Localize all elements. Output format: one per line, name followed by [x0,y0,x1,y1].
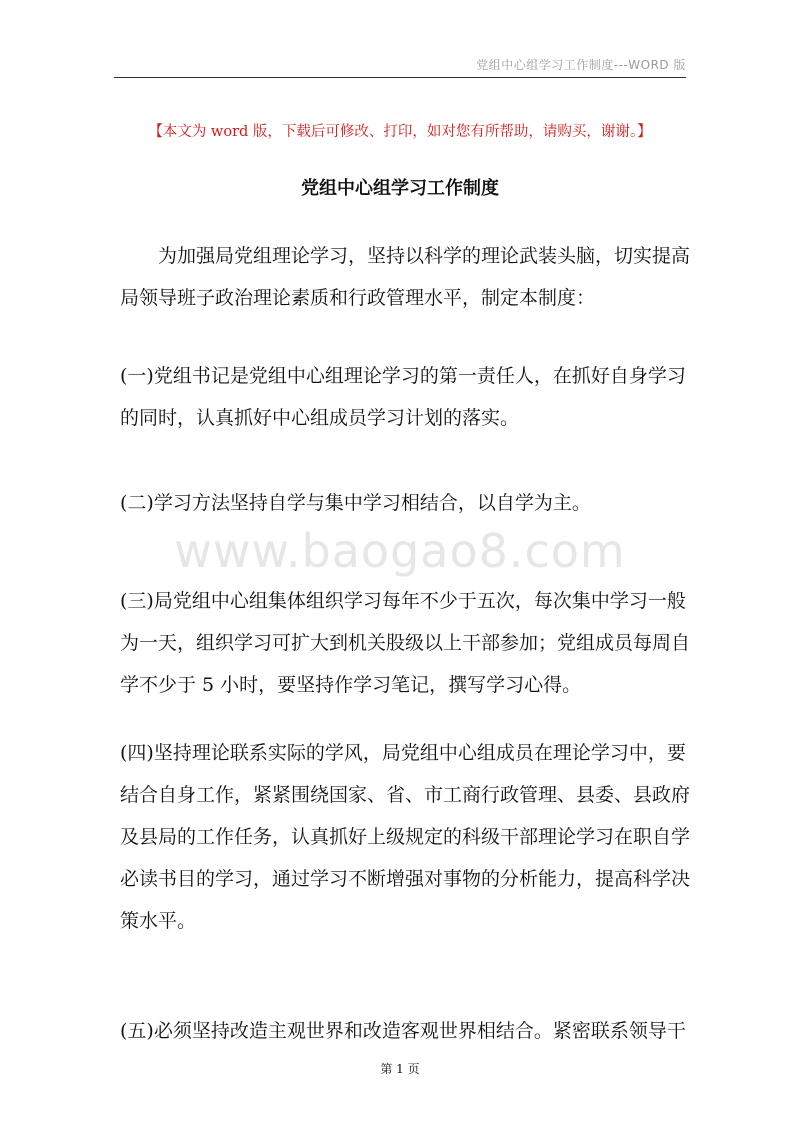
text-line: 策水平。 [120,910,197,932]
text-line: (五)必须坚持改造主观世界和改造客观世界相结合。紧密联系领导干 [120,1020,686,1042]
document-title: 党组中心组学习工作制度 [301,178,499,199]
paragraph-item-5 [120,1010,686,1052]
page-number: 第 1 页 [380,1062,420,1076]
paragraph-item-2 [120,482,686,524]
text-line: (二)学习方法坚持自学与集中学习相结合，以自学为主。 [120,492,591,514]
watermark: www.baogao8.com [174,524,626,578]
paragraph-item-1 [120,355,686,439]
running-header: 党组中心组学习工作制度---WORD 版 [476,58,686,72]
text-line: 结合自身工作，紧紧围绕国家、省、市工商行政管理、县委、县政府 [120,784,691,806]
text-line: 学不少于 5 小时，要坚持作学习笔记，撰写学习心得。 [120,674,582,696]
text-line: (三)局党组中心组集体组织学习每年不少于五次，每次集中学习一般 [120,590,686,612]
text-line: 的同时，认真抓好中心组成员学习计划的落实。 [120,407,520,429]
paragraph-item-4 [120,732,691,942]
purchase-notice: 【本文为 word 版，下载后可修改、打印，如对您有所帮助，请购买，谢谢。】 [148,124,652,140]
text-line: (一)党组书记是党组中心组理论学习的第一责任人，在抓好自身学习 [120,365,686,387]
text-line: (四)坚持理论联系实际的学风，局党组中心组成员在理论学习中，要 [120,742,686,764]
text-line: 必读书目的学习，通过学习不断增强对事物的分析能力，提高科学决 [120,868,691,890]
paragraph-intro [120,235,691,319]
text-line: 局领导班子政治理论素质和行政管理水平，制定本制度： [120,287,596,309]
header-divider [114,77,686,78]
text-line: 及县局的工作任务，认真抓好上级规定的科级干部理论学习在职自学 [120,826,691,848]
paragraph-item-3 [120,580,691,706]
text-line: 为一天，组织学习可扩大到机关股级以上干部参加；党组成员每周自 [120,632,691,654]
text-line: 为加强局党组理论学习，坚持以科学的理论武装头脑，切实提高 [120,245,691,267]
